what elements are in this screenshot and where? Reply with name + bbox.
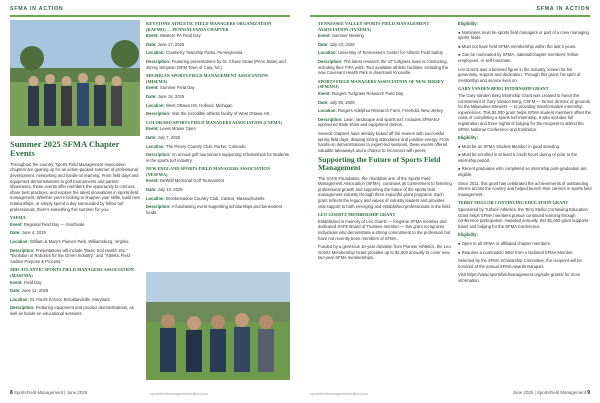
issue-date: June 2025: [66, 390, 88, 395]
grant-heading: TERRY MELLOR CONTINUING EDUCATION GRANT: [458, 200, 569, 206]
header-rule: [310, 15, 590, 17]
event-name-line: Event: Summer Field Day: [146, 85, 195, 91]
event-description-line: Description: Presentations will include "Basic Soil Health 101," "Evolution of Robotics for the Green Industry," and "Athletic Field Auditor Purpose & Process.": [10, 247, 130, 264]
eligibility-item: ● Can be nominated by SFMA, national/chapter members, fellow employees, or self-nominate.: [458, 52, 579, 63]
event-description-line: Description: Lawn, landscape and sports turf. Includes SFMANJ-sponsored trade show and equipment demos.: [318, 116, 441, 128]
eligibility-item: ● Must be enrolled in at least 6 credit hours during or prior to the internship period.: [458, 152, 578, 163]
event-description-line: Description: Visit the incredible athletic facility of West Ottawa HS.: [146, 111, 271, 117]
chapter-photo-group: [10, 20, 140, 136]
grant-body: The Gary Vanden Berg Internship Grant was created to honor the commitment of Gary Vanden Berg, CSFM — former director of grounds for the Milwaukee Brewers — to providing transformative internship experiences. This $1,000 grant helps SFMA student members offset the costs of completing a sports turf internship. It also includes full registration and three nights of lodging for the recipient to attend the SFMA National Conference and Exhibition.: [458, 92, 591, 132]
issue-date: June 2025: [512, 390, 534, 395]
event-date-line: Date: June 12, 2025: [10, 288, 49, 294]
event-name-line: Event: Lewis Mower Open: [146, 126, 196, 132]
event-chapter-name: SPORTS FIELD MANAGERS ASSOCIATION OF NEW JERSEY (SFMANJ): [318, 78, 444, 90]
grant-tail: Selected by the SFMA Scholarship Committee, the recipient will be honored at the annual SFMA Awards Banquet.: [458, 258, 582, 269]
grant-body: Sponsored by Turface Athletics, the Terry Mellor Continuing Education Grant helps SFMA members pursue continued learning through conference participation. Awarded annually, this $1,000 grant supports travel and lodging for the SFMA Conference.: [458, 207, 589, 229]
page-number: 9: [587, 390, 590, 396]
eligibility-item: ● Must be an SFMA Student Member in good standing.: [458, 143, 561, 149]
event-date-line: Date: July 7, 2025: [146, 134, 181, 140]
future-title: Supporting the Future of Sports Field Management: [318, 155, 441, 173]
running-head-right: SFMA IN ACTION: [536, 6, 590, 12]
left-column-2: [146, 21, 290, 218]
event-location-line: Location: Rutgers Adelphia Research Farm, Freehold, New Jersey: [318, 108, 443, 114]
eligibility-item: ● Recent graduates who completed an internship post-graduation are eligible.: [458, 166, 587, 178]
footer-right: June 2025 | SportsField Management 9: [512, 390, 590, 396]
event-date-line: Date: June 4, 2025: [10, 230, 46, 236]
event-name-line: Event: Western PA Field Day: [146, 33, 201, 39]
event-location-line: Location: William & Mary's Plumeri Park, Williamsburg, Virginia: [10, 238, 129, 244]
grant-heading: LEO GOERTZ MEMBERSHIP GRANT: [318, 212, 396, 218]
footer-url: sportsfieldmanagementonline.com: [310, 392, 368, 396]
event-name-line: Event: Regional Field Day — Southside: [10, 221, 85, 227]
event-chapter-name: COLORADO SPORTS FIELD MANAGERS ASSOCIATION (CSFMA): [146, 119, 283, 125]
event-description-line: Description: Featuring presentations by Dr. Chase Straw (Penn State) and Jimmy Simpson (SFM Town of Cary, NC).: [146, 58, 286, 70]
future-body: The SAFE Foundation, the charitable arm of the Sports Field Management Association (SFMA), continues its commitment to fostering professional growth and supporting the future of the sports field management industry through three impactful grant programs. Each grant reflects the legacy and values of industry leaders and provides vital support to both emerging and established professionals in the field.: [318, 175, 452, 209]
event-location-line: Location: The Pinery Country Club, Parker, Colorado: [146, 143, 246, 149]
grant-body: Established in memory of Leo Goertz — longtime SFMA member and dedicated SAFE Board of Trustees member — this grant recognizes individuals who demonstrate a strong commitment to the profession but have not recently been members of SFMA.: [318, 218, 451, 241]
closing-paragraph: Several chapters have already kicked off the season with successful spring field days, drawing strong attendance and positive energy. From hands-on demonstrations to expert-led sessions, these events offered valuable takeaways and a chance to reconnect with peers.: [318, 130, 450, 153]
magazine-title: SportsField Management: [536, 390, 586, 395]
event-chapter-name: VSFMA: [10, 215, 26, 221]
grant-tail: Leo Goertz was a beloved figure in the industry, known for his generosity, support and dedication. Through this grant, his spirit of mentorship and service lives on.: [458, 66, 581, 83]
field-photo-image: [146, 272, 290, 380]
left-column-1: [10, 138, 140, 319]
right-column-1: [318, 21, 452, 264]
magazine-title: SportsField Management: [14, 390, 64, 395]
event-name-line: Event: DeWolf Memorial Golf Tournament: [146, 178, 225, 184]
grant-body: Funded by a generous 10-year donation from Pioneer Athletics, the Leo Goertz Membership Grant provides up to $1,500 annually to cover new, two-year SFMA memberships.: [318, 244, 451, 261]
event-chapter-name: NEW ENGLAND SPORTS FIELD MANAGERS ASSOCIATION (NESFMA): [146, 166, 270, 177]
event-date-line: Date: July 10, 2025: [146, 187, 183, 193]
eligibility-label: Eligibility:: [458, 232, 479, 238]
event-description-line: Description: The latest research the UT turfgrass team is conducting, including their FIFA work. Tour available athletic facilities, including the new Covenant Health Park in downtown Knoxville.: [318, 58, 449, 76]
event-location-line: Location: West Ottawa HS, Holland, Michigan: [146, 102, 233, 108]
event-location-line: Location: Brookmeadow Country Club, Canton, Massachusetts: [146, 195, 265, 201]
feature-body: Throughout the country, Sports Field Management Association chapters are gearing up for an action-packed summer of professional development, networking and hands-on learning. From field days and equipment demonstrations to golf tournaments and partner showcases, these events offer members the opportunity to connect, share best practices, and explore the latest innovations in sports field management. Whether you're looking to sharpen your skills, build new relationships, or simply spend a day surrounded by fellow turf professionals, there's something this summer for you.: [10, 161, 140, 212]
group-photo-image: [10, 20, 140, 136]
event-chapter-name: MICHIGAN SPORTS FIELD MANAGEMENT ASSOCIATION (MISFMA): [146, 73, 268, 84]
event-date-line: Date: July 30, 2025: [318, 99, 355, 105]
grant-heading: GARY VANDEN BERG INTERNSHIP GRANT: [458, 86, 549, 92]
header-rule: [10, 15, 290, 17]
feature-title: Summer 2025 SFMA Chapter Events: [10, 139, 120, 159]
page-number: 8: [10, 390, 13, 396]
footer-left: 8 SportsField Management | June 2025: [10, 390, 88, 396]
event-name-line: Event: Summer Meeting: [318, 33, 364, 39]
running-head-left: SFMA IN ACTION: [10, 6, 64, 12]
event-date-line: Date: June 18, 2025: [146, 93, 185, 99]
eligibility-item: ● Nominees must be sports field managers or part of a crew managing sports fields.: [458, 29, 589, 41]
event-chapter-name: KEYSTONE ATHLETIC FIELD MANAGERS ORGANIZATION (KAFMO) — PENNSYLVANIA CHAPTER: [146, 21, 272, 32]
event-chapter-name: TENNESSEE VALLEY SPORTS FIELD MANAGEMENT ASSOCIATION (TVSFMA): [318, 21, 430, 32]
footer-url: sportsfieldmanagementonline.com: [150, 392, 208, 396]
event-location-line: Location: Cranberry Township Parks, Pennsylvania: [146, 50, 243, 56]
eligibility-item: ● Requires a nomination letter from a National SFMA Member.: [458, 249, 574, 255]
event-description-line: Description: A fundraising event supporting scholarships and benevolent funds.: [146, 204, 283, 215]
event-name-line: Event: Field Day: [10, 279, 42, 285]
grant-tail: Since 2011, this grant has celebrated the achievements of outstanding interns across the country and helped launch their careers in sports field management.: [458, 180, 592, 197]
eligibility-item: ● Must not have held SFMA membership within the last 5 years.: [458, 43, 577, 49]
chapter-photo-field: [146, 272, 290, 380]
event-chapter-name: MID-ATLANTIC SPORTS FIELD MANAGERS ASSOCIATION (MASFMA): [10, 267, 134, 278]
event-location-line: Location: University of Tennessee's Center for Athletic Field Safety: [318, 50, 444, 56]
event-location-line: Location: St. Paul's School, Brooklandville, Maryland: [10, 296, 110, 302]
eligibility-label: Eligibility:: [458, 135, 479, 141]
event-name-line: Event: Rutgers Turfgrass Research Field Day: [318, 90, 404, 96]
right-column-2: [458, 21, 592, 287]
eligibility-item: ● Open to all SFMA or affiliated chapter members.: [458, 241, 552, 246]
event-date-line: Date: June 17, 2025: [146, 41, 185, 47]
visit-link-text[interactable]: Visit https://www.sportsfieldmanagement.org/safe-grants/ for more information.: [458, 272, 581, 283]
eligibility-label: Eligibility:: [458, 21, 479, 26]
event-description-line: Description: Featuring equipment and product demonstrations, as well as hands-on educational sessions.: [10, 305, 134, 316]
right-page: [300, 0, 600, 403]
event-description-line: Description: An annual golf tournament supporting scholarships for students in the sports turf industry.: [146, 152, 289, 163]
event-date-line: Date: July 23, 2025: [318, 41, 355, 47]
